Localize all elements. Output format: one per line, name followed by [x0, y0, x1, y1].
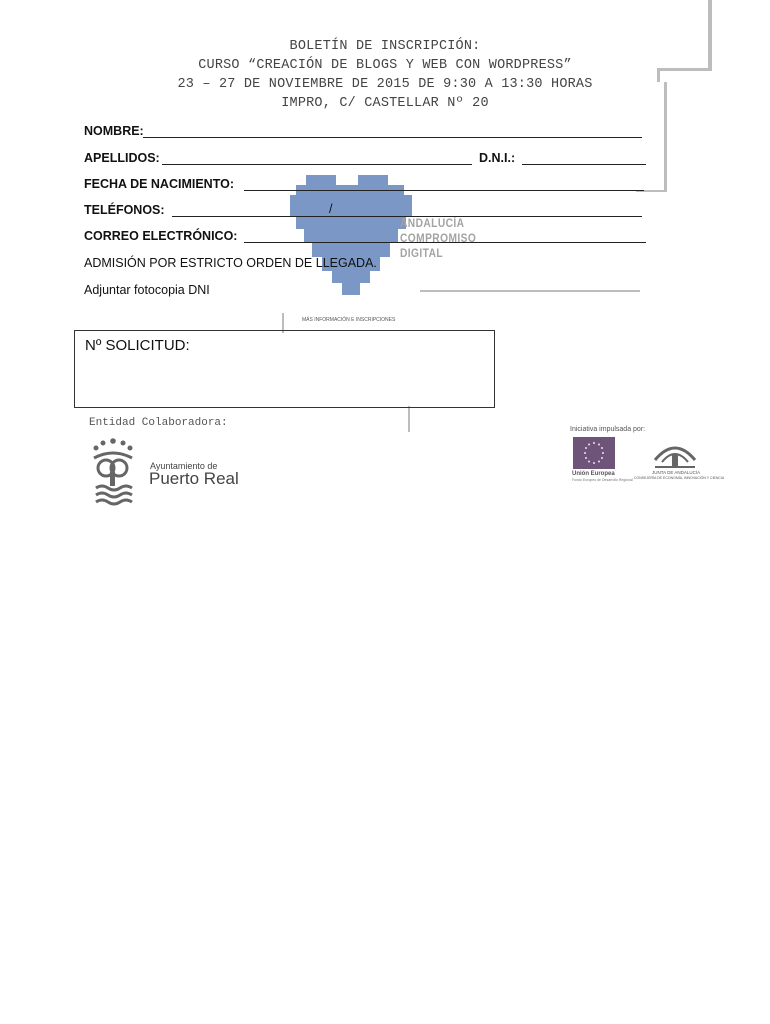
heart-logo-line-2: COMPROMISO	[400, 231, 477, 245]
heart-logo-line-1: ANDALUCÍA	[400, 216, 465, 230]
frame-line	[420, 290, 640, 292]
puerto-real-emblem-icon	[88, 438, 138, 506]
apellidos-field[interactable]	[162, 164, 472, 165]
junta-label: JUNTA DE ANDALUCÍA	[652, 470, 701, 475]
telefonos-separator: /	[329, 202, 333, 216]
apellidos-label: APELLIDOS:	[84, 151, 160, 165]
dni-label: D.N.I.:	[479, 151, 516, 165]
puerto-real-big-text: Puerto Real	[149, 469, 239, 488]
dni-field[interactable]	[522, 164, 646, 165]
heading-line-2: CURSO “CREACIÓN DE BLOGS Y WEB CON WORDPRESS”	[198, 58, 572, 73]
junta-sublabel: CONSEJERÍA DE ECONOMÍA, INNOVACIÓN Y CIENCIA	[634, 476, 725, 480]
document-heading	[0, 37, 770, 113]
heading-line-3: 23 – 27 DE NOVIEMBRE DE 2015 DE 9:30 A 13:30 HORAS	[177, 77, 593, 92]
nombre-label: NOMBRE:	[84, 124, 144, 138]
junta-andalucia-logo-icon	[652, 440, 698, 470]
correo-field[interactable]	[244, 242, 646, 243]
heading-line-1: BOLETÍN DE INSCRIPCIÓN:	[289, 39, 481, 54]
eu-label: Unión Europea	[572, 471, 615, 477]
mas-info-text: MÁS INFORMACIÓN E INSCRIPCIONES	[302, 317, 396, 323]
telefonos-field[interactable]	[172, 216, 642, 217]
nombre-field[interactable]	[143, 137, 642, 138]
fecha-nacimiento-field[interactable]	[244, 190, 644, 191]
solicitud-label: Nº SOLICITUD:	[85, 337, 190, 354]
heart-logo-icon	[290, 175, 412, 295]
telefonos-label: TELÉFONOS:	[84, 203, 165, 217]
frame-line	[408, 406, 410, 432]
heading-line-4: IMPRO, C/ CASTELLAR Nº 20	[281, 96, 489, 111]
eu-sublabel: Fondo Europeo de Desarrollo Regional	[572, 478, 633, 482]
iniciativa-text: Iniciativa impulsada por:	[570, 426, 646, 433]
entidad-label: Entidad Colaboradora:	[89, 417, 228, 429]
solicitud-box[interactable]	[74, 330, 495, 408]
admision-text: ADMISIÓN POR ESTRICTO ORDEN DE LLEGADA.	[84, 256, 377, 270]
fecha-nacimiento-label: FECHA DE NACIMIENTO:	[84, 177, 234, 191]
adjuntar-text: Adjuntar fotocopia DNI	[84, 283, 210, 297]
eu-flag-icon	[573, 437, 615, 469]
heart-logo-line-3: DIGITAL	[400, 246, 444, 260]
correo-label: CORREO ELECTRÓNICO:	[84, 229, 238, 243]
puerto-real-small-text: Ayuntamiento de	[150, 461, 218, 471]
